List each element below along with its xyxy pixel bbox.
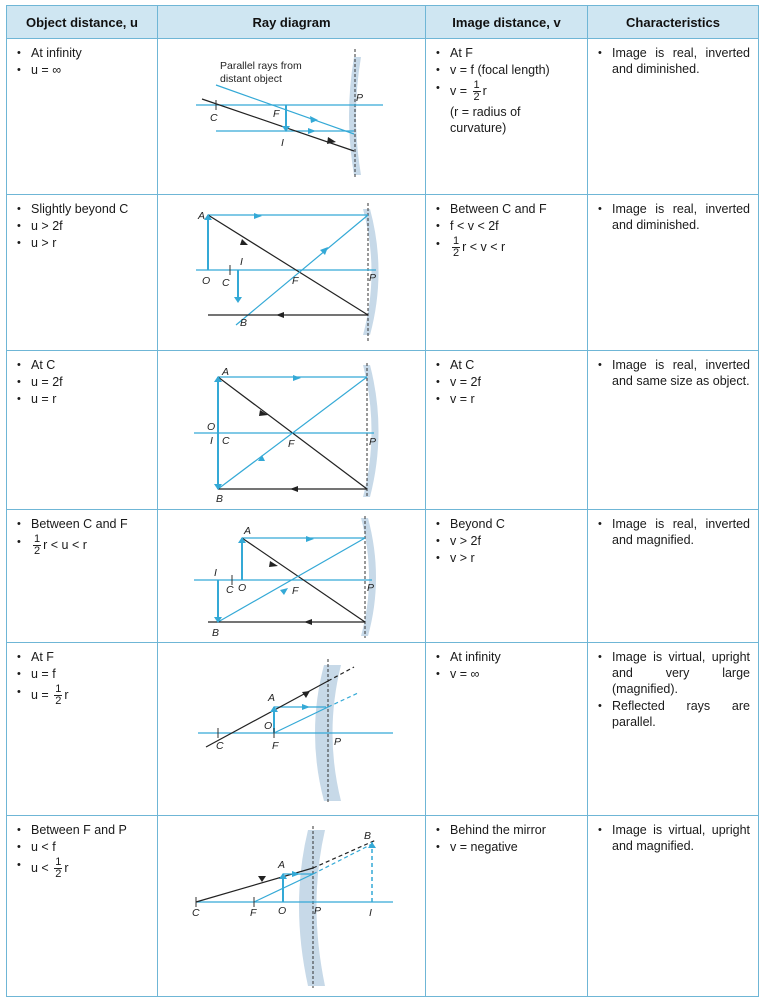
header-ray-diagram: Ray diagram: [158, 6, 426, 39]
label-I: I: [210, 435, 213, 447]
object-text: • u < f: [17, 839, 149, 855]
label-A: A: [198, 210, 206, 222]
object-text: • u > 2f: [17, 218, 149, 234]
image-text: • v = 2f: [436, 374, 579, 390]
ray-arrow: [293, 375, 301, 381]
characteristic-text: • Image is virtual, upright and very large (magnified).: [598, 649, 750, 697]
image-note: (r = radius of: [450, 105, 521, 119]
mirror-shading: [299, 830, 325, 986]
label-B: B: [212, 627, 220, 639]
header-characteristics: Characteristics: [588, 6, 759, 39]
image-text: • v > r: [436, 550, 579, 566]
ray-diagram-3: [158, 351, 424, 509]
table-row: [7, 510, 759, 643]
label-P: P: [314, 905, 322, 917]
ray-through-C: [206, 681, 328, 747]
characteristic-text: • Image is real, inverted and magnified.: [598, 516, 750, 548]
label-O: O: [207, 421, 216, 433]
object-text: • u = 2f: [17, 374, 149, 390]
table-row: [7, 351, 759, 510]
ray-arrow: [304, 619, 312, 625]
label-C: C: [216, 740, 224, 752]
image-text: • v = negative: [436, 839, 579, 855]
image-formula: • v = $\frac{1}{2}$ r: [436, 80, 579, 103]
image-formula: • $\frac{1}{2}$ r < v < r: [436, 236, 579, 259]
object-text: • Slightly beyond C: [17, 201, 149, 217]
ray-diagram-5: [158, 643, 424, 815]
ray-arrow: [254, 213, 262, 219]
label-P: P: [356, 92, 364, 104]
ray-diagram-2: [158, 195, 424, 350]
object-text: • Between C and F: [17, 516, 149, 532]
label-O: O: [238, 582, 247, 594]
image-text: • At infinity: [436, 649, 579, 665]
table-row: [7, 39, 759, 195]
header-row: [7, 6, 759, 39]
label-F: F: [273, 108, 280, 120]
object-text: • At F: [17, 649, 149, 665]
label-F: F: [272, 740, 279, 752]
header-image-distance: Image distance, v: [426, 6, 588, 39]
image-text: • Behind the mirror: [436, 822, 579, 838]
label-I: I: [214, 567, 217, 579]
object-text: • u > r: [17, 235, 149, 251]
extension-line: [313, 844, 372, 874]
characteristic-text: • Reflected rays are parallel.: [598, 698, 750, 730]
table-row: [7, 195, 759, 351]
characteristic-text: • Image is real, inverted and diminished.: [598, 201, 750, 233]
mirror-shading: [361, 518, 376, 636]
ray-arrow: [290, 486, 298, 492]
ray-arrow: [327, 137, 336, 144]
mirror-image-table: [6, 5, 759, 997]
label-C: C: [226, 584, 234, 596]
label-C: C: [222, 277, 230, 289]
ray-arrow: [302, 704, 310, 710]
ray-arrow: [280, 588, 288, 595]
table-row: [7, 816, 759, 997]
object-text: • u = f: [17, 666, 149, 682]
label-C: C: [192, 907, 200, 919]
label-P: P: [369, 436, 377, 448]
ray-arrow: [276, 312, 284, 318]
image-text: • At C: [436, 357, 579, 373]
mirror-shading: [363, 365, 379, 497]
label-F: F: [288, 438, 295, 450]
label-P: P: [369, 272, 377, 284]
characteristic-text: • Image is real, inverted and diminished.: [598, 45, 750, 77]
ray-diagram-6: [158, 816, 424, 996]
ray-arrow: [258, 876, 266, 882]
object-text: • At C: [17, 357, 149, 373]
image-text: • At F: [436, 45, 579, 61]
label-B: B: [216, 493, 224, 505]
image-text: • v = ∞: [436, 666, 579, 682]
image-text: • Between C and F: [436, 201, 579, 217]
image-text: • f < v < 2f: [436, 218, 579, 234]
image-text: • v = f (focal length): [436, 62, 579, 78]
ray-through-F: [208, 215, 368, 315]
diagram-note: distant object: [220, 73, 282, 85]
label-I: I: [369, 907, 372, 919]
label-O: O: [202, 275, 211, 287]
diagram-note: Parallel rays from: [220, 60, 302, 72]
label-B: B: [364, 830, 372, 842]
ray-arrow: [308, 128, 316, 134]
object-formula: • u < $\frac{1}{2}$ r: [17, 857, 149, 880]
object-formula: • $\frac{1}{2}$ r < u < r: [17, 534, 149, 557]
label-I: I: [240, 256, 243, 268]
ray-arrow: [306, 536, 314, 542]
image-text: • Beyond C: [436, 516, 579, 532]
image-text: • v > 2f: [436, 533, 579, 549]
ray-diagram-1: [158, 39, 424, 194]
ray-diagram-4: [158, 510, 424, 642]
image-text: • v = r: [436, 391, 579, 407]
label-A: A: [268, 692, 276, 704]
extension-line: [313, 840, 376, 868]
label-O: O: [278, 905, 287, 917]
label-A: A: [244, 525, 252, 537]
label-A: A: [278, 859, 286, 871]
object-text: • u = r: [17, 391, 149, 407]
header-object-distance: Object distance, u: [7, 6, 158, 39]
label-O: O: [264, 720, 273, 732]
label-I: I: [281, 137, 284, 149]
label-B: B: [240, 317, 248, 329]
label-F: F: [250, 907, 257, 919]
characteristic-text: • Image is virtual, upright and magnified.: [598, 822, 750, 854]
label-F: F: [292, 275, 299, 287]
object-text: • Between F and P: [17, 822, 149, 838]
label-C: C: [210, 112, 218, 124]
label-F: F: [292, 585, 299, 597]
image-note: curvature): [450, 121, 507, 135]
label-A: A: [222, 366, 230, 378]
object-text: • u = ∞: [17, 62, 149, 78]
label-P: P: [367, 582, 375, 594]
ray-arrow: [310, 116, 318, 123]
characteristic-text: • Image is real, inverted and same size as object.: [598, 357, 750, 389]
table-row: [7, 643, 759, 816]
label-C: C: [222, 435, 230, 447]
object-text: • At infinity: [17, 45, 149, 61]
object-formula: • u = $\frac{1}{2}$ r: [17, 684, 149, 707]
label-P: P: [334, 736, 342, 748]
image-arrow-head: [234, 297, 242, 303]
